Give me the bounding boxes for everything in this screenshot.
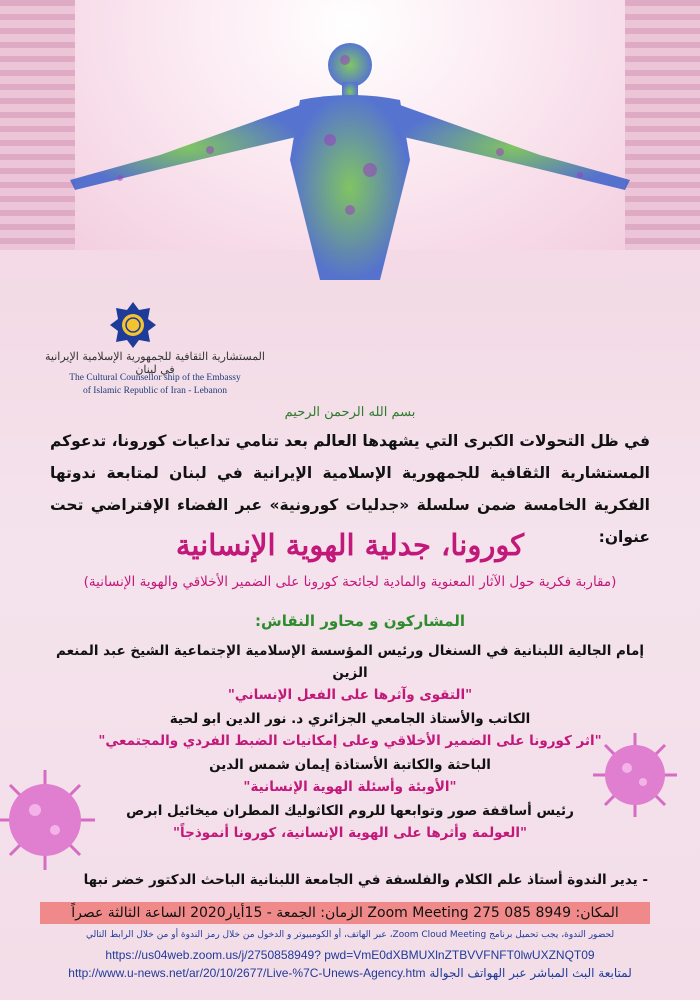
virus-left-icon bbox=[0, 765, 100, 875]
participant-name: الباحثة والكاتبة الأستاذة إيمان شمس الدين bbox=[209, 757, 491, 773]
live-stream-text: لمتابعة البث المباشر عبر الهواتف الجوالة bbox=[429, 966, 632, 980]
human-figure-illustration bbox=[60, 30, 640, 280]
participant-name: إمام الجالية اللبنانية في السنغال ورئيس المؤسسة الإسلامية الإجتماعية الشيخ عبد المنعم الزين bbox=[56, 643, 644, 681]
participant-item bbox=[40, 640, 660, 706]
logo-english-line-1: The Cultural Counsellor ship of the Embassy bbox=[69, 373, 241, 383]
schedule-bar: المكان: Zoom Meeting 275 085 8949 الزمان: الجمعة - 15أيار2020 الساعة الثالثة عصراً bbox=[40, 902, 650, 924]
logo-english-text bbox=[45, 372, 265, 398]
participant-name: رئيس أساقفة صور وتوابعها للروم الكاثوليك المطران ميخائيل ابرص bbox=[126, 803, 574, 819]
participants-list bbox=[40, 640, 660, 846]
event-subtitle: (مقاربة فكرية حول الآثار المعنوية والمادية لجائحة كورونا على الضمير الأخلاقي والهوية الإنسانية) bbox=[83, 574, 617, 590]
participant-item bbox=[40, 800, 660, 844]
participant-item bbox=[40, 708, 660, 752]
logo-arabic-text: المستشارية الثقافية للجمهورية الإسلامية الإيرانية في لبنان bbox=[45, 350, 265, 376]
participant-topic: "العولمة وأثرها على الهوية الإنسانية، كورونا أنموذجاً" bbox=[173, 825, 527, 841]
participant-item bbox=[40, 754, 660, 798]
participant-name: الكاتب والأستاذ الجامعي الجزائري د. نور الدين ابو لحية bbox=[169, 711, 531, 727]
moderator-line: - يدير الندوة أستاذ علم الكلام والفلسفة في الجامعة اللبنانية الباحث الدكتور خضر نبها bbox=[83, 872, 648, 888]
live-stream-note bbox=[20, 966, 680, 980]
zoom-instructions: لحضور الندوة، يجب تحميل برنامج Zoom Cloud Meeting، عبر الهاتف، أو الكومبيوتر و الدخول من خلال رمز الندوة أو من خلال الرابط التالي bbox=[85, 930, 615, 940]
participant-topic: "اثر كورونا على الضمير الأخلاقي وعلى إمكانيات الضبط الفردي والمجتمعي" bbox=[98, 733, 602, 749]
intro-paragraph: في ظل التحولات الكبرى التي يشهدها العالم بعد تنامي تداعيات كورونا، تدعوكم المستشارية الثقافية للجمهورية الإسلامية الإيرانية في لبنان لمتابعة ندوتها الفكرية الخامسة ضمن سلسلة «جدليات كورونية» عبر الفضاء الإفتراضي تحت عنوان: bbox=[50, 432, 650, 546]
participant-topic: "الأوبئة وأسئلة الهوية الإنسانية" bbox=[243, 779, 457, 795]
virus-right-icon bbox=[590, 730, 680, 820]
zoom-link[interactable]: https://us04web.zoom.us/j/2750858949? pwd=VmE0dXBMUXlnZTBVVFNFT0lwUXZNQT09 bbox=[105, 948, 595, 962]
logo-english-line-2: of Islamic Republic of Iran - Lebanon bbox=[82, 386, 228, 396]
live-stream-link[interactable]: http://www.u-news.net/ar/20/10/2677/Live-%7C-Unews-Agency.htm bbox=[68, 966, 426, 980]
basmala: بسم الله الرحمن الرحيم bbox=[284, 405, 416, 420]
embassy-logo-icon bbox=[108, 300, 158, 350]
participant-topic: "التقوى وآثرها على الفعل الإنساني" bbox=[227, 687, 473, 703]
participants-heading: المشاركون و محاور النقاش: bbox=[255, 612, 465, 630]
event-title: كورونا، جدلية الهوية الإنسانية bbox=[175, 528, 525, 562]
